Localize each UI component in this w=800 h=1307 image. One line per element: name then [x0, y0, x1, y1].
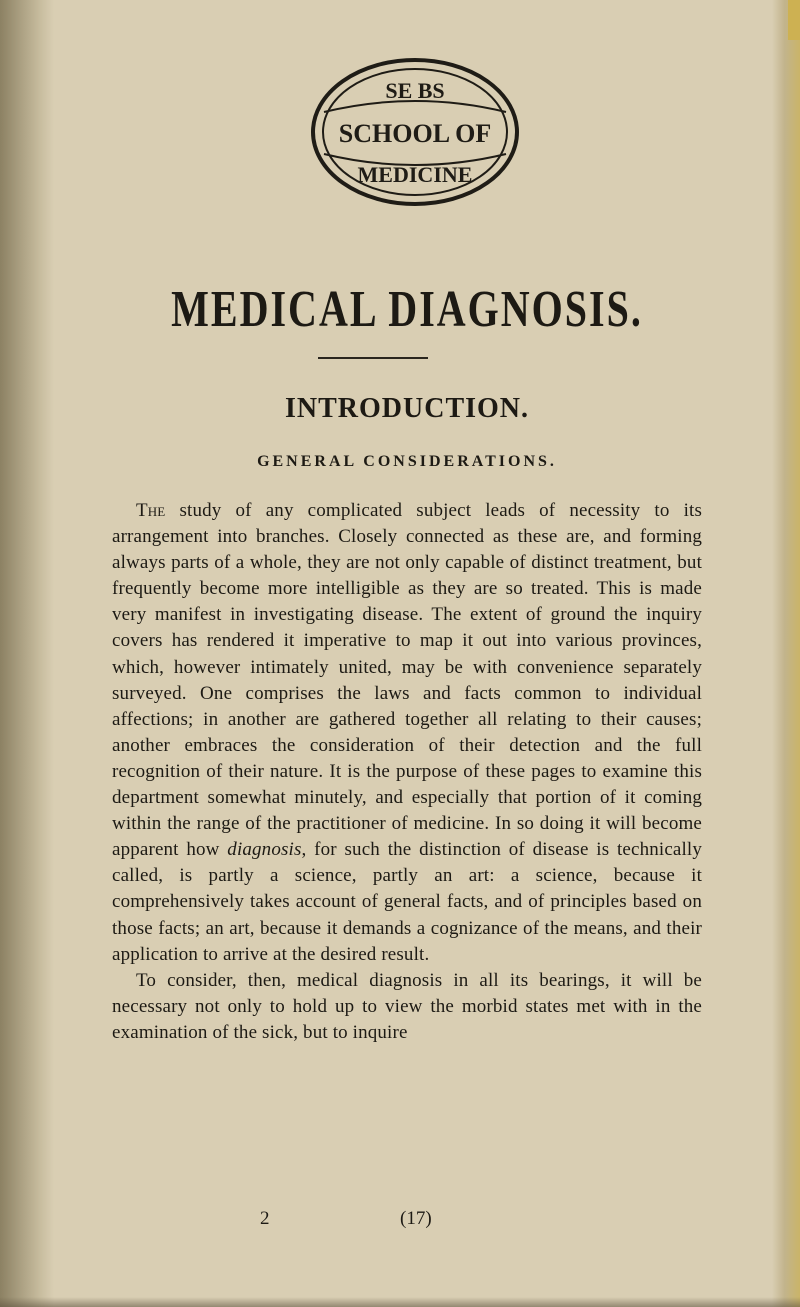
paragraph — [112, 968, 702, 1046]
stamp-bottom-text: MEDICINE — [357, 162, 473, 187]
page-right-edge — [772, 0, 800, 1307]
paragraph — [112, 498, 702, 968]
title-divider — [318, 357, 428, 359]
library-stamp — [300, 50, 530, 215]
paragraph-text: study of any complicated subject leads of necessity to its arrangement into branches. Closely connected as these are, and forming always parts of a whole, they are not only capable of distinct treatment, but frequently become more intelligible as they are so treated. This is made very manifest in investigating disease. The extent of ground the inquiry covers has rendered it imperative to map it out into various provinces, which, however intimately united, may be with convenience separately surveyed. One comprises the laws and facts common to individual affections; in another are gathered together all relating to their causes; another embraces the consideration of their detection and the full recognition of their nature. It is the purpose of these pages to examine this department somewhat minutely, and especially that portion of it coming within the range of the practitioner of medicine. In so doing it will become apparent how — [112, 500, 702, 861]
stamp-seal-icon — [300, 50, 530, 215]
paragraph-text: To consider, then, medical diagnosis in all its bearings, it will be necessary not only to hold up to view the morbid states met with in the examination of the sick, but to inquire — [112, 969, 702, 1043]
page-title: MEDICAL DIAGNOSIS. — [171, 279, 643, 338]
page-bottom-edge — [0, 1297, 800, 1307]
stamp-middle-text: SCHOOL OF — [338, 119, 492, 148]
signature-mark: 2 — [260, 1208, 270, 1229]
emphasis-diagnosis: diagnosis — [227, 839, 302, 861]
bookmark-tab — [788, 0, 800, 40]
paragraph-text-continued: , for such the distinction of disease is technically called, is partly a science, partly an art: a science, because it comprehensively takes account of general facts, and of principles based on those facts; an art, because it demands a cognizance of the means, and their application to arrive at the desired result. — [112, 839, 703, 965]
subsection-title: GENERAL CONSIDERATIONS. — [257, 453, 557, 470]
page-left-edge — [0, 0, 54, 1307]
body-text — [112, 498, 702, 1046]
paragraph-lead: The — [136, 500, 166, 521]
page-number: (17) — [400, 1208, 432, 1229]
section-title: INTRODUCTION. — [284, 393, 530, 424]
stamp-top-text: SE BS — [385, 78, 445, 103]
